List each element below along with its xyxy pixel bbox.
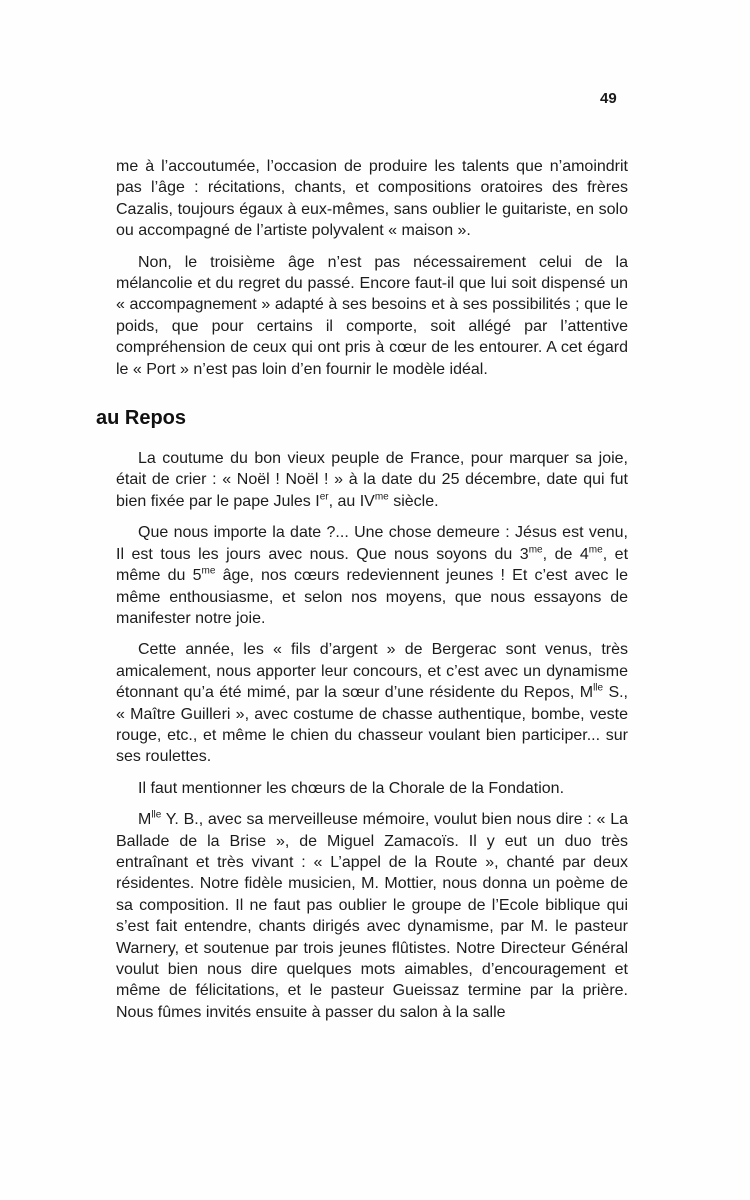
page-number: 49 <box>600 90 617 107</box>
paragraph-2: Que nous importe la date ?... Une chose demeure : Jésus est venu, Il est tous les jours avec nous. Que nous soyons du $3^{me}$, de $4^{me}$, et même du $5^{me}$ âge, nos cœurs redeviennent jeunes ! Et c’est avec le même enthousiasme, et selon nos moyens, que nous essayons de manifester notre joie. <box>116 524 629 627</box>
paragraph-5: $M^{lle}$ Y. B., avec sa merveilleuse mémoire, voulut bien nous dire : « La Ballade de la Brise », de Miguel Zamacoïs. Il y eut un duo très entraînant et très vivant : « L’appel de la Route », chanté par deux résidentes. Notre fidèle musicien, M. Mottier, nous donna un poème de sa composition. Il ne faut pas oublier le groupe de l’Ecole biblique qui s’est fait entendre, chants dirigés avec dynamisme, par M. le pasteur Warnery, et soutenue par trois jeunes flûtistes. Notre Directeur Général voulut bien nous dire quelques mots aimables, d’encouragement et même de félicitations, et le pasteur Gueissaz termine par la prière. Nous fûmes invités ensuite à passer du salon à la salle <box>116 809 628 1021</box>
paragraph-intro-1: me à l’accoutumée, l’occasion de produire les talents que n’amoindrit pas l’âge : récitations, chants, et compositions oratoires des frères Cazalis, toujours égaux à eux-mêmes, sans oublier le guitariste, en solo ou accompagné de l’artiste polyvalent « maison ». <box>116 158 628 240</box>
paragraph-1: La coutume du bon vieux peuple de France, pour marquer sa joie, était de crier : « Noël ! Noël ! » à la date du 25 décembre, date qui fut bien fixée par le pape Jules Ier, au $IV^{me}$ siècle. <box>116 450 628 510</box>
paragraph-3: Cette année, les « fils d’argent » de Bergerac sont venus, très amicalement, nous apporter leur concours, et c’est avec un dynamisme étonnant qu’a été mimé, par la sœur d’une résidente du Repos, $M^{lle}$ S., « Maître Guilleri », avec costume de chasse authentique, bombe, veste rouge, etc., et même le chien du chasseur voulant bien participer... sur ses roulettes. <box>116 641 629 766</box>
document-body <box>96 156 629 1033</box>
section-title: au Repos <box>96 407 187 430</box>
paragraph-4: Il faut mentionner les chœurs de la Chorale de la Fondation. <box>138 779 565 797</box>
paragraph-intro-2: Non, le troisième âge n’est pas nécessairement celui de la mélancolie et du regret du passé. Encore faut-il que lui soit dispensé un « accompagnement » adapté à ses besoins et à ses possibilités ; que le poids, que pour certains il comporte, soit allégé par l’attentive compréhension de ceux qui ont pris à cœur de les entourer. A cet égard le « Port » n’est pas loin d’en fournir le modèle idéal. <box>116 253 628 378</box>
